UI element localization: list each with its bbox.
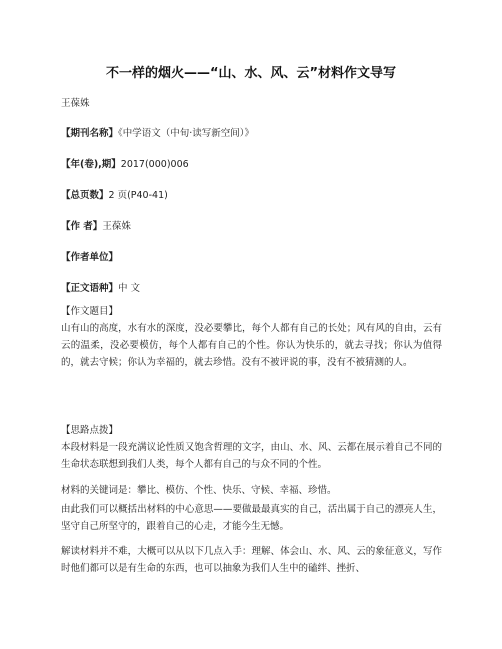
meta-author-value: 王葆姝 bbox=[102, 221, 131, 232]
meta-journal-value: 《中学语文（中旬·读写新空间）》 bbox=[118, 128, 255, 139]
section-topic-paragraph: 山有山的高度，水有水的深度，没必要攀比，每个人都有自己的长处；风有风的自由，云有云的温柔，没必要模仿，每个人都有自己的个性。你认为快乐的，就去寻找；你认为值得的，就去守候；你认为幸福的，就去珍惜。没有不被评说的事，没有不被猜测的人。 bbox=[61, 323, 442, 368]
author-line: 王葆姝 bbox=[61, 98, 90, 109]
meta-language-value: 中 文 bbox=[118, 283, 141, 294]
section-hints-paragraph-1: 本段材料是一段充满议论性质又饱含哲理的文字，由山、水、风、云都在展示着自己不同的生命状态联想到我们人类，每个人都有自己的与众不同的个性。 bbox=[61, 442, 442, 470]
meta-volume bbox=[61, 158, 189, 171]
section-hints-paragraph-3: 由此我们可以概括出材料的中心意思——要做最最真实的自己，活出属于自己的漂亮人生，坚守自己所坚守的，跟着自己的心走，才能今生无憾。 bbox=[61, 504, 442, 532]
meta-pages-label: 【总页数】 bbox=[61, 190, 109, 201]
document-title: 不一样的烟火——“山、水、风、云”材料作文导写 bbox=[105, 66, 397, 81]
meta-volume-value: 2017(000)006 bbox=[120, 159, 189, 170]
meta-pages-value: 2 页(P40-41) bbox=[108, 190, 168, 201]
meta-volume-label: 【年(卷),期】 bbox=[61, 159, 121, 170]
meta-pages bbox=[61, 189, 168, 202]
meta-language bbox=[61, 282, 140, 295]
section-heading-hints: 【思路点拨】 bbox=[61, 425, 119, 436]
meta-journal-label: 【期刊名称】 bbox=[61, 128, 119, 139]
meta-author bbox=[61, 220, 131, 233]
meta-affiliation-label: 【作者单位】 bbox=[61, 252, 119, 263]
meta-author-label: 【作 者】 bbox=[61, 221, 103, 232]
section-hints-paragraph-4: 解读材料并不难，大概可以从以下几点入手：理解、体会山、水、风、云的象征意义，写作时他们都可以是有生命的东西，也可以抽象为我们人生中的磕绊、挫折、 bbox=[61, 546, 442, 574]
meta-language-label: 【正文语种】 bbox=[61, 283, 119, 294]
meta-journal bbox=[61, 127, 254, 140]
meta-affiliation bbox=[61, 251, 118, 264]
section-hints-paragraph-2: 材料的关键词是：攀比、模仿、个性、快乐、守候、幸福、珍惜。 bbox=[61, 485, 337, 496]
section-heading-topic: 【作文题目】 bbox=[61, 306, 119, 317]
